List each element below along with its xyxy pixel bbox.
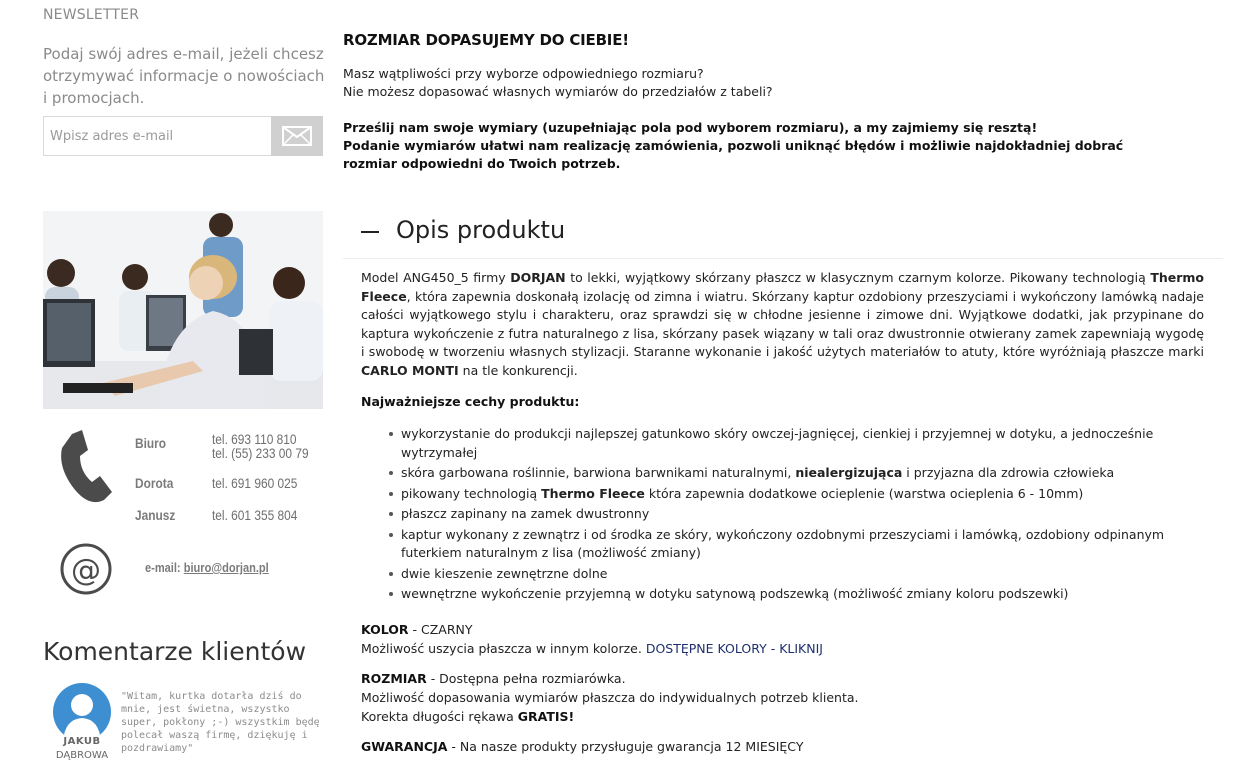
call-center-photo	[43, 211, 323, 409]
product-description	[361, 269, 1204, 380]
brand-name: DORJAN	[510, 270, 566, 285]
desc-text: Model ANG450_5 firmy	[361, 270, 506, 285]
warranty-value: - Na nasze produkty przysługuje gwarancja 12 MIESIĘCY	[451, 739, 804, 754]
features-list	[385, 425, 1175, 606]
description-title: Opis produktu	[396, 216, 566, 244]
brand-name: CARLO MONTI	[361, 362, 459, 378]
list-item: kaptur wykonany z zewnątrz i od środka ze skóry, wykończony ozdobnymi przeszyciami i lamówką, ozdobiony odpinanym futerkiem naturalnym z lisa (możliwość zmiany)	[385, 526, 1175, 563]
newsletter-email-input[interactable]	[43, 116, 278, 156]
comment-text: "Witam, kurtka dotarła dziś do mnie, jest świetna, wszystko super, pokłony ;-) wszystkim będę polecał waszą firmę, dziękuję i pozdrawiamy"	[121, 691, 320, 754]
email-label: e-mail:	[145, 560, 181, 575]
sizing-bold-line: Prześlij nam swoje wymiary (uzupełniając pola pod wyborem rozmiaru), a my zajmiemy się resztą!	[343, 120, 1038, 135]
size-value: - Dostępna pełna rozmiarówka.	[430, 671, 626, 686]
technology-name: Thermo Fleece	[361, 270, 1204, 304]
size-info	[361, 669, 859, 726]
color-value: - CZARNY	[412, 622, 473, 637]
comment-author-first: JAKUB	[63, 736, 101, 747]
contact-phone: tel. (55) 233 00 79	[212, 445, 309, 461]
list-item: pikowany technologią Thermo Fleece która zapewnia dodatkowe ocieplenie (warstwa ocieplenia 6 - 10mm)	[385, 485, 1175, 504]
email-contact	[145, 560, 269, 575]
newsletter-submit-button[interactable]	[271, 116, 323, 156]
email-link[interactable]: biuro@dorjan.pl	[183, 560, 269, 575]
size-label: ROZMIAR	[361, 671, 427, 686]
svg-text:@: @	[71, 553, 101, 588]
desc-text: , która zapewnia doskonałą izolację od zimna i wiatru. Skórzany kaptur ozdobiony przeszyciami i wykończony lamówką nadaje całości wyjątkowego stylu i charakteru, oraz sprawdzi się w chłodne jesienne i zimowe dni. Wyjątkowe dodatki, jak przypinane do kaptura wykończenie z futra naturalnego z lisa, skórzany pasek wiązany w tali oraz dwustronnie otwierany zamek zapewniają wygodę i swobodę w tworzeniu własnych stylizacji. Staranne wykonanie i jakość użytych materiałów to atuty, które wyróżniają płaszcze marki	[361, 288, 1204, 359]
sizing-line: Masz wątpliwości przy wyborze odpowiedniego rozmiaru?	[343, 66, 704, 81]
color-label: KOLOR	[361, 622, 409, 637]
warranty-info	[361, 737, 803, 756]
warranty-label: GWARANCJA	[361, 739, 448, 754]
envelope-icon	[282, 126, 312, 146]
newsletter-form	[43, 116, 323, 156]
list-item: wykorzystanie do produkcji najlepszej gatunkowo skóry owczej-jagnięcej, cienkiej i przyjemnej w dotyku, a jednocześnie wytrzymałej	[385, 425, 1175, 462]
newsletter-description: Podaj swój adres e-mail, jeżeli chcesz otrzymywać informacje o nowościach i promocjach.	[43, 45, 325, 107]
color-info	[361, 620, 823, 658]
phone-handset-icon	[58, 428, 114, 506]
list-item: wewnętrzne wykończenie przyjemną w dotyku satynową podszewką (możliwość zmiany koloru podszewki)	[385, 585, 1175, 604]
list-item: płaszcz zapinany na zamek dwustronny	[385, 505, 1175, 524]
sizing-title: ROZMIAR DOPASUJEMY DO CIEBIE!	[343, 31, 629, 49]
contact-name: Janusz	[135, 507, 176, 523]
size-note: Możliwość dopasowania wymiarów płaszcza do indywidualnych potrzeb klienta.	[361, 690, 859, 705]
contact-name: Biuro	[135, 435, 167, 451]
newsletter-heading: NEWSLETTER	[43, 7, 140, 23]
contact-name: Dorota	[135, 475, 174, 491]
desc-text: na tle konkurencji.	[462, 362, 578, 378]
features-title: Najważniejsze cechy produktu:	[361, 394, 580, 409]
list-item: dwie kieszenie zewnętrzne dolne	[385, 565, 1175, 584]
sleeve-note: Korekta długości rękawa	[361, 709, 514, 724]
free-label: GRATIS!	[517, 709, 575, 724]
comment-author-last: DĄBROWA	[55, 750, 109, 761]
available-colors-link[interactable]: DOSTĘPNE KOLORY - KLIKNIJ	[645, 641, 823, 656]
sizing-line: Nie możesz dopasować własnych wymiarów do przedziałów z tabeli?	[343, 84, 773, 99]
user-silhouette-icon	[53, 683, 111, 741]
comments-title: Komentarze klientów	[43, 637, 307, 666]
sizing-bold-line: Podanie wymiarów ułatwi nam realizację zamówienia, pozwoli uniknąć błędów i możliwie najdokładniej dobrać rozmiar odpowiedni do Twoich potrzeb.	[343, 138, 1124, 171]
desc-text: to lekki, wyjątkowy skórzany płaszcz w klasycznym czarnym kolorze. Pikowany technologią	[570, 270, 1146, 285]
description-toggle[interactable]	[343, 210, 1223, 259]
contact-phone: tel. 693 110 810	[212, 431, 297, 447]
contact-phone: tel. 601 355 804	[212, 507, 298, 523]
contact-phone: tel. 691 960 025	[212, 475, 298, 491]
avatar	[53, 683, 111, 741]
sizing-instructions	[343, 119, 1143, 173]
list-item: skóra garbowana roślinnie, barwiona barwnikami naturalnymi, niealergizująca i przyjazna dla zdrowia człowieka	[385, 464, 1175, 483]
at-sign-icon	[59, 543, 113, 595]
color-note: Możliwość uszycia płaszcza w innym kolorze.	[361, 641, 642, 656]
collapse-minus-icon	[361, 231, 379, 233]
